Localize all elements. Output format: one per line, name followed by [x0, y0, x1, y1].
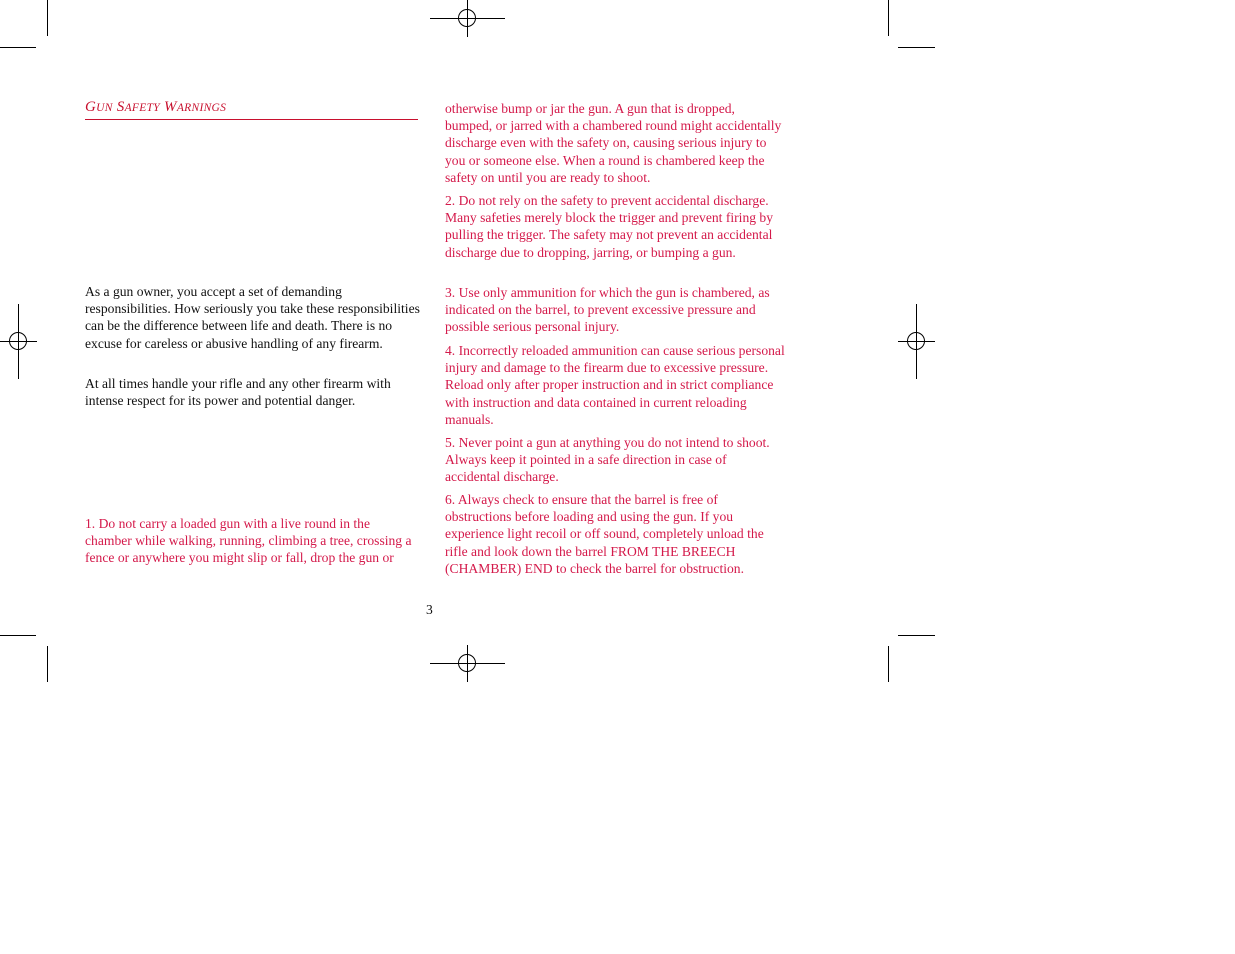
crop-mark	[47, 646, 48, 682]
crop-mark	[898, 635, 935, 636]
title-part: W	[164, 99, 177, 115]
registration-circle	[458, 9, 476, 27]
title-part: G	[85, 99, 97, 115]
crop-mark	[888, 646, 889, 682]
page-number: 3	[426, 602, 433, 617]
warning-1-end: otherwise bump or jar the gun. A gun that is dropped, bumped, or jarred with a chambered round might accidentally discharge even with the safety on, causing serious injury to you or someone else. When a round is chambered keep the safety on until you are ready to shoot.	[445, 101, 782, 185]
title-part: UN	[96, 102, 113, 114]
warning-2: 2. Do not rely on the safety to prevent accidental discharge. Many safeties merely block the trigger and prevent firing by pulling the trigger. The safety may not prevent an accidental discharge due to dropping, jarring, or bumping a gun.	[445, 193, 774, 260]
registration-circle	[458, 654, 476, 672]
warning-5: 5. Never point a gun at anything you do not intend to shoot. Always keep it pointed in a safe direction in case of accidental discharge.	[445, 435, 770, 485]
warning-4: 4. Incorrectly reloaded ammunition can cause serious personal injury and damage to the firearm due to excessive pressure. Reload only after proper instruction and in strict compliance with instruction and data contained in current reloading manuals.	[445, 343, 785, 427]
title-part: S	[116, 99, 125, 115]
warning-1-start: 1. Do not carry a loaded gun with a live round in the chamber while walking, running, climbing a tree, crossing a fence or anywhere you might slip or fall, drop the gun or	[85, 516, 412, 566]
intro-paragraph: At all times handle your rifle and any other firearm with intense respect for its power and potential danger.	[85, 376, 391, 409]
crop-mark	[0, 635, 36, 636]
title-part: AFETY	[124, 102, 160, 114]
crop-mark	[47, 0, 48, 36]
crop-mark	[0, 47, 36, 48]
warning-6: 6. Always check to ensure that the barrel is free of obstructions before loading and using the gun. If you experience light recoil or off sound, completely unload the rifle and look down the barrel FROM THE BREECH (CHAMBER) END to check the barrel for obstruction.	[445, 492, 764, 576]
page-title	[85, 98, 418, 120]
registration-circle	[907, 332, 925, 350]
title-part: ARNINGS	[176, 102, 227, 114]
registration-circle	[9, 332, 27, 350]
warning-3: 3. Use only ammunition for which the gun is chambered, as indicated on the barrel, to prevent excessive pressure and possible serious personal injury.	[445, 285, 770, 335]
crop-mark	[888, 0, 889, 36]
intro-paragraph: As a gun owner, you accept a set of demanding responsibilities. How seriously you take these responsibilities can be the difference between life and death. There is no excuse for careless or abusive handling of any firearm.	[85, 284, 420, 351]
crop-mark	[898, 47, 935, 48]
